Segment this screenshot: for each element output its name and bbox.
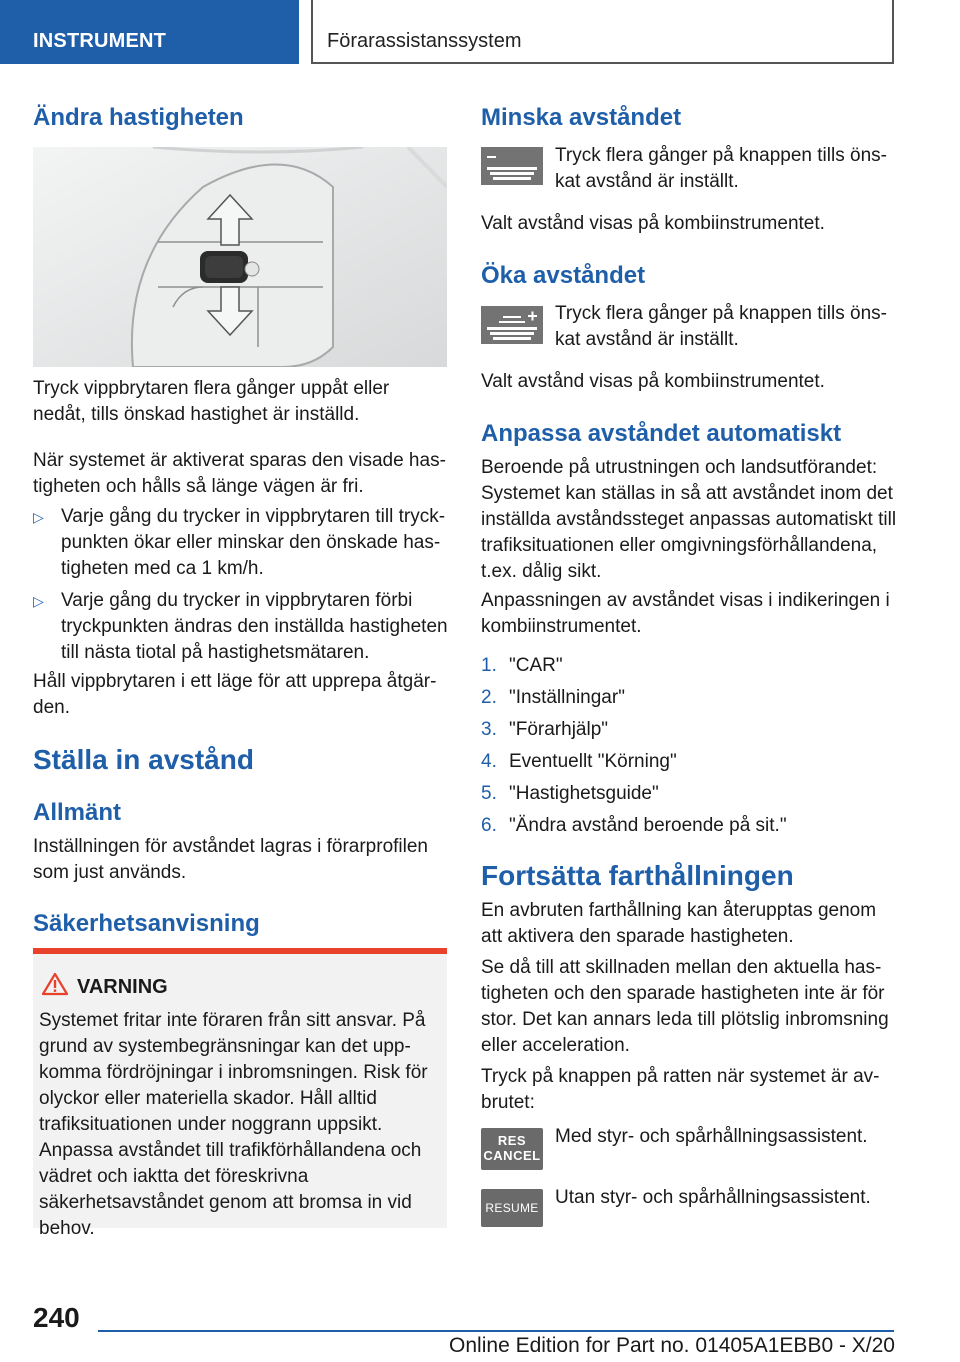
res-label: RES [497, 1133, 527, 1148]
footer-rule [98, 1330, 894, 1332]
increase-instruction: Tryck flera gånger på knappen tills önskat avstånd är inställt. [555, 303, 887, 350]
paragraph-speed-saved: När systemet är aktiverat sparas den visade hastigheten och hålls så länge vägen är fri. [33, 450, 446, 497]
paragraph-auto-adapt: Beroende på utrustningen och landsutförandet: Systemet kan ställas in så att avståndet inom det inställda avståndssteget anpassas automatiskt till trafiksituationen eller omgivningsförhållandena, t.ex. dålig sikt. [481, 457, 897, 582]
heading-general: Allmänt [33, 799, 122, 826]
warning-title: VARNING [77, 976, 168, 998]
chapter-title: Förarassistanssystem [327, 30, 522, 52]
bullet-item: ▷ Varje gång du trycker in vippbrytaren förbi tryckpunkten ändras den inställda hastigheten till nästa tiotal på hastighetsmätaren. [33, 590, 448, 663]
heading-change-speed: Ändra hastigheten [33, 104, 244, 131]
steering-wheel-image [33, 147, 447, 367]
without-steering-assistant: Utan styr- och spårhållningsassistent. [555, 1187, 871, 1208]
heading-decrease-distance: Minska avståndet [481, 104, 682, 131]
paragraph-auto-indicator: Anpassningen av avståndet visas i indikeringen i kombiinstrumentet. [481, 590, 890, 637]
warning-bar [33, 948, 447, 954]
res-cancel-button-icon [481, 1128, 543, 1170]
paragraph-resume-1: En avbruten farthållning kan återupptas genom att aktivera den sparade hastigheten. [481, 900, 877, 947]
decrease-instruction: Tryck flera gånger på knappen tills önskat avstånd är inställt. [555, 145, 887, 192]
section-title: INSTRUMENT [33, 30, 167, 52]
triangle-bullet-icon: ▷ [33, 509, 44, 525]
decrease-distance-button-icon [481, 147, 543, 185]
cancel-label: CANCEL [483, 1148, 541, 1163]
page-number: 240 [33, 1302, 80, 1333]
heading-set-distance: Ställa in avstånd [33, 744, 254, 775]
paragraph-decrease-shown: Valt avstånd visas på kombiinstrumentet. [481, 213, 825, 234]
heading-safety: Säkerhetsanvisning [33, 910, 260, 937]
steering-wheel-switch-illustration [33, 147, 447, 367]
warning-box [33, 948, 447, 1239]
heading-auto-adapt: Anpassa avståndet automatiskt [481, 420, 842, 447]
footer-edition: Online Edition for Part no. 01405A1EBB0 - X/20 [449, 1334, 895, 1357]
heading-resume-cruise: Fortsätta farthållningen [481, 860, 794, 891]
warning-triangle-icon [41, 972, 69, 996]
distance-plus-icon [481, 306, 543, 344]
heading-increase-distance: Öka avståndet [481, 262, 646, 289]
distance-minus-icon [481, 147, 543, 185]
paragraph-toggle-switch: Tryck vippbrytaren flera gånger uppåt eller nedåt, tills önskad hastighet är inställd. [33, 378, 390, 425]
paragraph-increase-shown: Valt avstånd visas på kombiinstrumentet. [481, 371, 825, 392]
bullet-item: ▷ Varje gång du trycker in vippbrytaren till tryckpunkten ökar eller minskar den önskade hastigheten med ca 1 km/h. [33, 506, 446, 579]
section-tab [0, 0, 299, 64]
paragraph-distance-profile: Inställningen för avståndet lagras i förarprofilen som just används. [33, 836, 429, 883]
triangle-bullet-icon: ▷ [33, 593, 44, 609]
paragraph-resume-2: Se då till att skillnaden mellan den aktuella hastigheten och den sparade hastigheten inte är för stor. Det kan annars leda till plötslig inbromsning eller acceleration. [481, 957, 889, 1056]
paragraph-hold-switch: Håll vippbrytaren i ett läge för att upprepa åtgärden. [33, 671, 437, 718]
paragraph-resume-3: Tryck på knappen på ratten när systemet är avbrutet: [481, 1066, 880, 1113]
increase-distance-button-icon [481, 306, 543, 344]
chapter-tab [311, 0, 894, 64]
warning-text: Systemet fritar inte föraren från sitt ansvar. På grund av systembegränsningar kan det uppkomma fördröjningar i inbromsningen. Risk för olyckor eller materiella skador. Håll alltid trafiksituationen under noggrann uppsikt. Anpassa avståndet till trafikförhållandena och vädret och iaktta det föreskrivna säkerhetsavståndet genom att bromsa in vid behov. [39, 1010, 428, 1239]
resume-label: RESUME [485, 1201, 539, 1215]
with-steering-assistant: Med styr- och spårhållningsassistent. [555, 1126, 868, 1147]
resume-button-icon [481, 1189, 543, 1227]
